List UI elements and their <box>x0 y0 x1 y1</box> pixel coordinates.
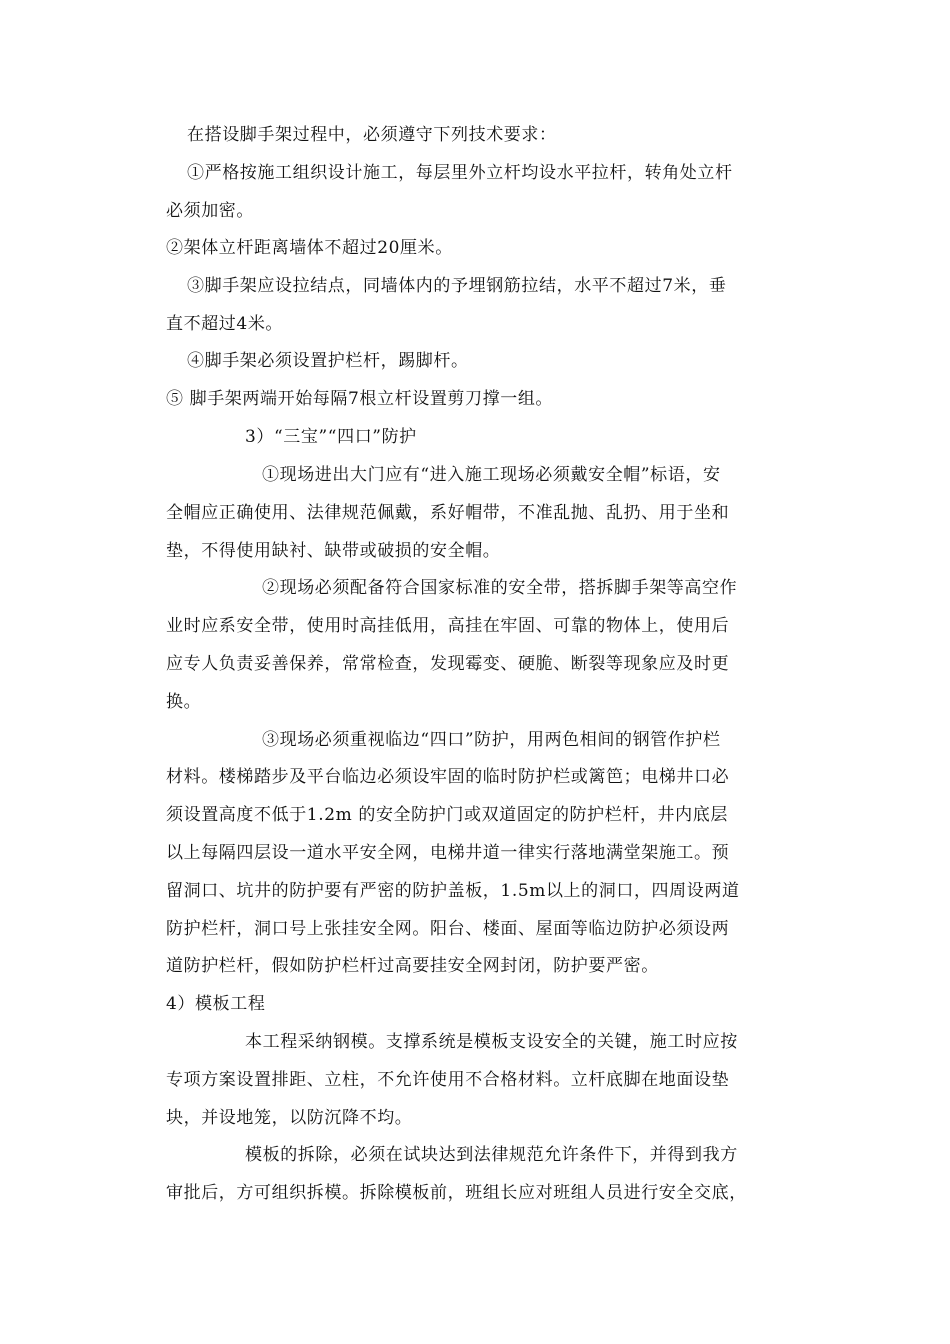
text-line: 道防护栏杆，假如防护栏杆过高要挂安全网封闭，防护要严密。 <box>166 956 659 976</box>
text-line: 全帽应正确使用、法律规范佩戴，系好帽带，不准乱抛、乱扔、用于坐和 <box>166 503 730 523</box>
text-line: 防护栏杆，洞口号上张挂安全网。阳台、楼面、屋面等临边防护必须设两 <box>166 919 730 939</box>
text-line: 须设置高度不低于1.2m 的安全防护门或双道固定的防护栏杆，井内底层 <box>166 805 728 825</box>
text-line: 审批后，方可组织拆模。拆除模板前，班组长应对班组人员进行安全交底， <box>166 1183 747 1203</box>
text-line: 材料。楼梯踏步及平台临边必须设牢固的临时防护栏或篱笆；电梯井口必 <box>166 767 730 787</box>
text-line: 应专人负责妥善保养，常常检查，发现霉变、硬脆、断裂等现象应及时更 <box>166 654 730 674</box>
text-line: 本工程采纳钢模。支撑系统是模板支设安全的关键，施工时应按 <box>245 1032 738 1052</box>
text-line: ②现场必须配备符合国家标准的安全带，搭拆脚手架等高空作 <box>262 578 738 598</box>
text-line: ②架体立杆距离墙体不超过20厘米。 <box>166 238 453 258</box>
text-line: 必须加密。 <box>166 201 254 221</box>
text-line: ①严格按施工组织设计施工，每层里外立杆均设水平拉杆，转角处立杆 <box>187 163 733 183</box>
text-line: 以上每隔四层设一道水平安全网，电梯井道一律实行落地满堂架施工。预 <box>166 843 730 863</box>
text-line: ①现场进出大门应有“进入施工现场必须戴安全帽”标语，安 <box>262 465 721 485</box>
text-line: 块，并设地笼，以防沉降不均。 <box>166 1108 413 1128</box>
section-heading: 3）“三宝”“四口”防护 <box>245 427 417 447</box>
text-line: 专项方案设置排距、立柱，不允许使用不合格材料。立杆底脚在地面设垫 <box>166 1070 730 1090</box>
text-line: ③现场必须重视临边“四口”防护，用两色相间的钢管作护栏 <box>262 730 721 750</box>
text-line: ⑤ 脚手架两端开始每隔7根立杆设置剪刀撑一组。 <box>166 389 554 409</box>
text-line: 垫，不得使用缺衬、缺带或破损的安全帽。 <box>166 541 501 561</box>
text-line: 留洞口、坑井的防护要有严密的防护盖板，1.5m以上的洞口，四周设两道 <box>166 881 740 901</box>
text-line: ③脚手架应设拉结点，同墙体内的予埋钢筋拉结，水平不超过7米，垂 <box>187 276 727 296</box>
text-line: 模板的拆除，必须在试块达到法律规范允许条件下，并得到我方 <box>245 1145 738 1165</box>
text-line: 换。 <box>166 692 202 712</box>
text-line: ④脚手架必须设置护栏杆，踢脚杆。 <box>187 351 469 371</box>
text-line: 在搭设脚手架过程中，必须遵守下列技术要求： <box>187 125 557 145</box>
text-line: 业时应系安全带，使用时高挂低用，高挂在牢固、可靠的物体上，使用后 <box>166 616 730 636</box>
text-line: 直不超过4米。 <box>166 314 284 334</box>
section-heading: 4）模板工程 <box>166 994 266 1014</box>
